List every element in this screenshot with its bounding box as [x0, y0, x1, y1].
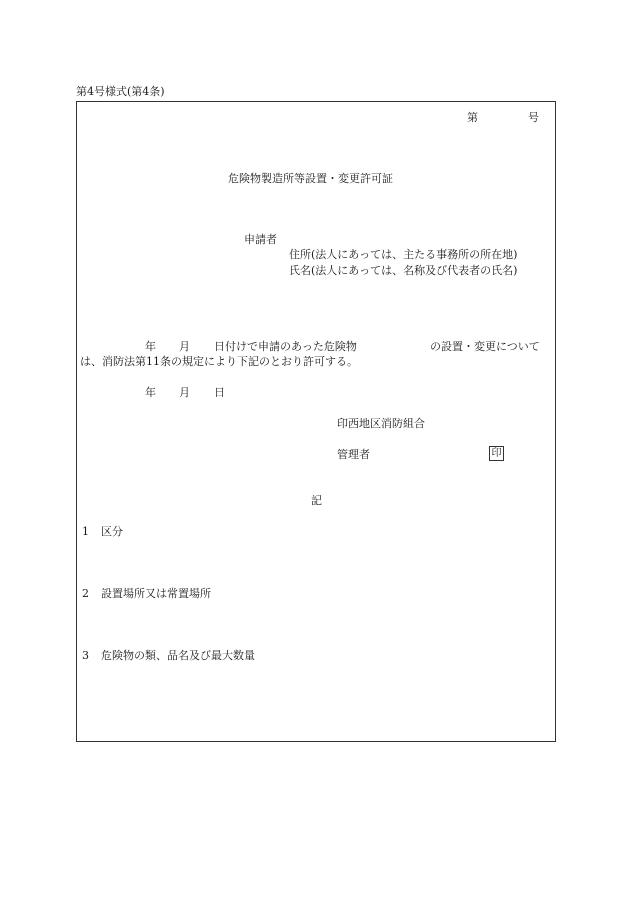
issue-month: 月 — [179, 386, 190, 399]
issue-day: 日 — [214, 386, 225, 399]
item-3-number: 3 — [82, 649, 89, 662]
issue-year: 年 — [145, 386, 156, 399]
body-date-suffix: 日付けで申請のあった危険物 — [214, 340, 357, 353]
body-line2: は、消防法第11条の規定により下記のとおり許可する。 — [80, 355, 358, 368]
item-1-number: 1 — [82, 525, 89, 538]
item-2-number: 2 — [82, 587, 89, 600]
issuer-organization: 印西地区消防組合 — [337, 417, 425, 430]
applicant-label: 申請者 — [244, 233, 277, 246]
body-tail: の設置・変更について — [430, 340, 540, 353]
number-suffix: 号 — [528, 111, 539, 124]
form-frame — [76, 101, 556, 742]
form-label: 第4号様式(第4条) — [76, 85, 165, 98]
item-3-label: 危険物の類、品名及び最大数量 — [101, 649, 255, 662]
document-title: 危険物製造所等設置・変更許可証 — [228, 172, 393, 185]
item-1-label: 区分 — [101, 525, 123, 538]
item-2-label: 設置場所又は常置場所 — [101, 587, 211, 600]
body-year: 年 — [145, 340, 156, 353]
number-prefix: 第 — [467, 111, 478, 124]
applicant-address: 住所(法人にあっては、主たる事務所の所在地) — [289, 248, 518, 261]
body-month: 月 — [179, 340, 190, 353]
applicant-name: 氏名(法人にあっては、名称及び代表者の氏名) — [289, 264, 518, 277]
issuer-title: 管理者 — [337, 448, 370, 461]
ki-heading: 記 — [311, 494, 322, 507]
seal-mark: 印 — [489, 446, 504, 461]
